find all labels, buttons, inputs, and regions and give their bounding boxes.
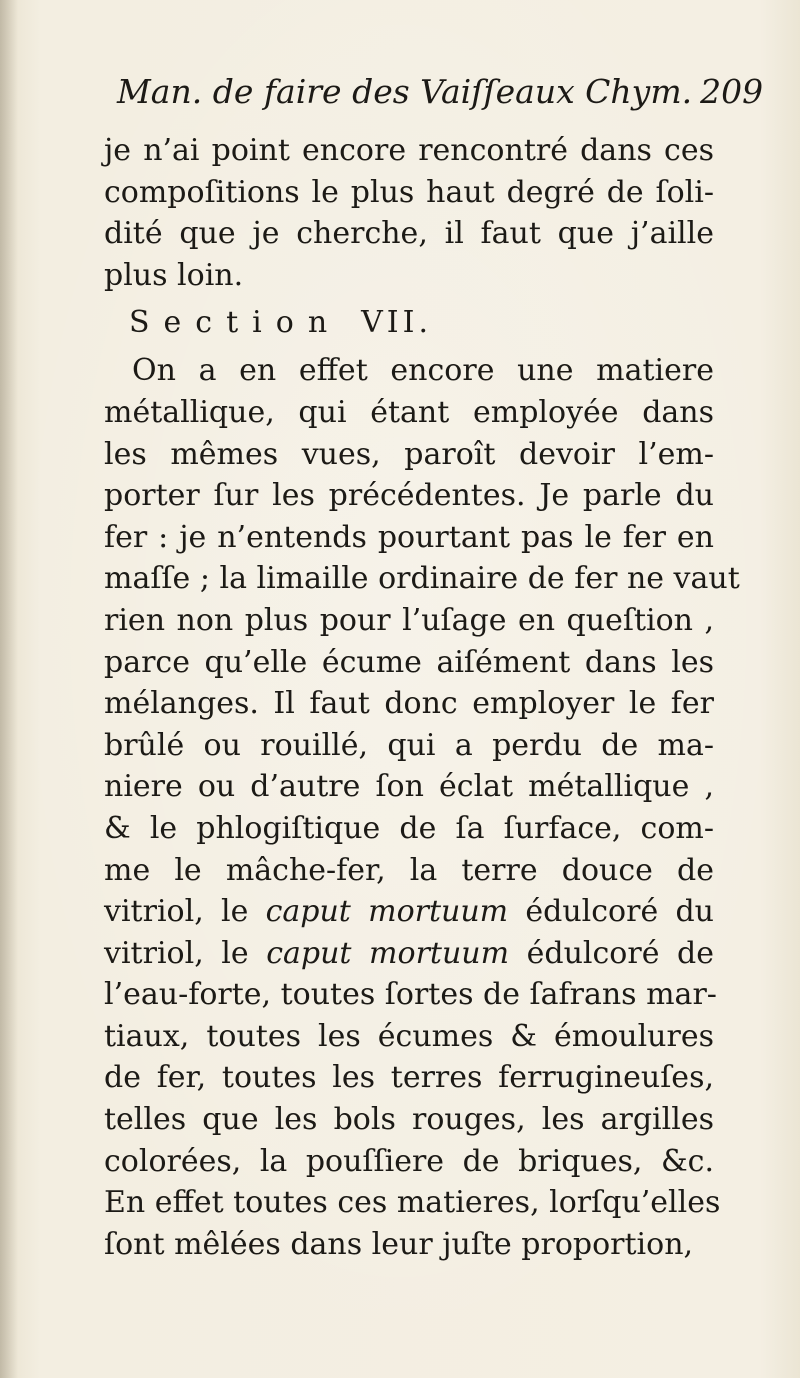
text-block (104, 130, 740, 1265)
text-line (104, 808, 714, 850)
text-run: colorées, la pouſſiere de briques, &c. (104, 1143, 714, 1179)
text-run: de fer, toutes les terres ferrugineuſes, (104, 1060, 714, 1096)
text-line (104, 766, 714, 808)
text-line (104, 974, 717, 1016)
text-line (104, 1141, 714, 1183)
text-line (104, 1099, 714, 1141)
text-run: porter ſur les précédentes. Je parle du (104, 478, 714, 514)
text-line (104, 475, 714, 517)
text-line (104, 392, 714, 434)
text-line: compoſitions le plus haut degré de ſoli- (104, 174, 714, 210)
text-line (104, 850, 714, 892)
text-line (104, 933, 714, 975)
text-run: vitriol, le (104, 894, 266, 930)
text-line (104, 1224, 714, 1266)
text-run: niere ou d’autre ſon éclat métallique , (104, 769, 714, 805)
text-run: On a en effet encore une matiere (132, 353, 714, 389)
page-number: 209 (700, 72, 764, 111)
text-line (104, 434, 714, 476)
text-run: fer : je n’entends pourtant pas le fer en (104, 519, 714, 555)
text-run: ſont mêlées dans leur juſte proportion, (104, 1226, 694, 1262)
text-run: & le phlogiſtique de ſa ſurface, com- (104, 810, 714, 846)
text-line: je n’ai point encore rencontré dans ces (104, 133, 714, 168)
running-header (117, 70, 764, 114)
section-heading (104, 296, 714, 350)
text-line (104, 725, 714, 767)
text-run: parce qu’elle écume aiſément dans les (104, 644, 714, 680)
text-line (104, 517, 714, 559)
text-run: me le mâche-fer, la terre douce de (104, 852, 714, 888)
text-run: métallique, qui étant employée dans (104, 394, 714, 430)
text-line (104, 1182, 721, 1224)
spine-shadow (0, 0, 18, 1378)
text-run: édulcoré de (509, 935, 714, 971)
text-run: En effet toutes ces matieres, lorſqu’elles (104, 1185, 721, 1221)
section-word: Section (129, 305, 342, 341)
running-title: Man. de faire des Vaiſſeaux Chym. (117, 72, 693, 111)
text-line (104, 1016, 714, 1058)
text-line: plus loin. (104, 257, 244, 293)
text-run: tiaux, toutes les écumes & émoulures (104, 1018, 714, 1054)
text-run: édulcoré du (508, 894, 714, 930)
text-run: telles que les bols rouges, les argilles (104, 1102, 714, 1138)
text-run: vitriol, le (104, 935, 267, 971)
text-run: les mêmes vues, paroît devoir l’em- (104, 436, 714, 472)
text-line (104, 600, 714, 642)
italic-phrase: caput mortuum (265, 894, 509, 930)
text-line (104, 683, 714, 725)
text-run: mélanges. Il faut donc employer le fer (104, 686, 714, 722)
text-line (104, 350, 714, 392)
text-line (104, 1057, 714, 1099)
text-line: dité que je cherche, il faut que j’aille (104, 216, 714, 252)
text-run: maſſe ; la limaille ordinaire de fer ne vaut (104, 561, 740, 597)
italic-phrase: caput mortuum (266, 935, 510, 971)
text-run: l’eau-forte, toutes ſortes de ſafrans mar- (104, 977, 717, 1013)
text-run: rien non plus pour l’uſage en queſtion , (104, 602, 714, 638)
paragraph (104, 350, 740, 1265)
text-line (104, 642, 714, 684)
text-line (104, 891, 714, 933)
section-number: VII. (361, 305, 433, 341)
text-line (104, 558, 740, 600)
text-run: brûlé ou rouillé, qui a perdu de ma- (104, 727, 714, 763)
